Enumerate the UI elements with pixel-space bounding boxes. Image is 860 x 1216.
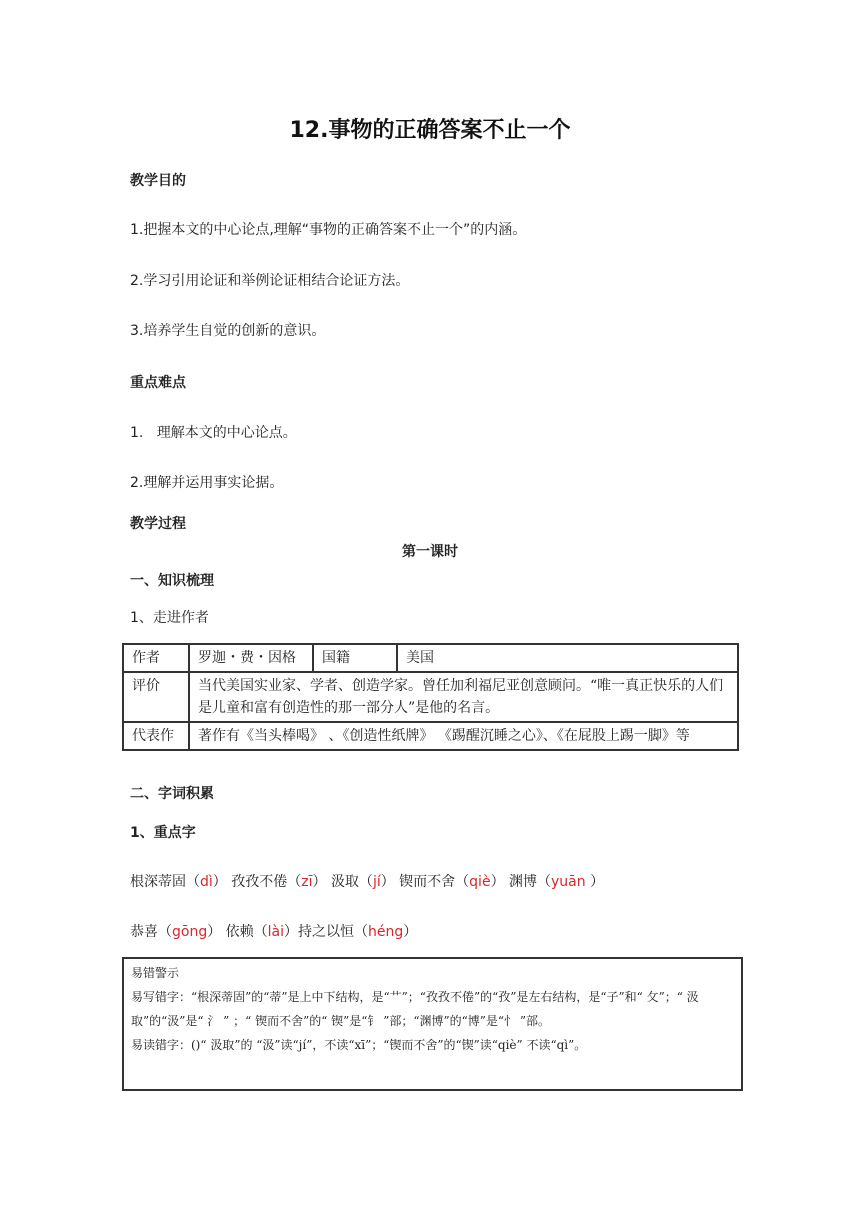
vocab-line bbox=[130, 871, 604, 891]
vocab-pinyin: jí bbox=[372, 874, 381, 890]
table-row bbox=[123, 644, 738, 672]
vocab-word: 依赖（ bbox=[225, 924, 268, 940]
warning-title: 易错警示 bbox=[131, 966, 180, 980]
vocab-word: 渊博（ bbox=[509, 874, 552, 890]
objective-item: 3.培养学生自觉的创新的意识。 bbox=[130, 323, 326, 339]
vocab-pinyin: héng bbox=[368, 924, 404, 940]
vocab-close: ） bbox=[284, 924, 299, 940]
works-label-cell: 代表作 bbox=[123, 722, 189, 750]
evaluation-cell: 当代美国实业家、学者、创造学家。曾任加利福尼亚创意顾问。“唯一真正快乐的人们是儿童和富有创造性的那一部分人”是他的名言。 bbox=[189, 672, 738, 722]
vocab-close: ） bbox=[207, 924, 222, 940]
vocab-close: ） bbox=[490, 874, 505, 890]
works-cell: 著作有《当头棒喝》 、《创造性纸牌》 《踢醒沉睡之心》、《在屁股上踢一脚》等 bbox=[189, 722, 738, 750]
vocab-close: ） bbox=[212, 874, 227, 890]
read-errors-text: 易读错字：()“ 汲取”的 “汲”读“jí”，不读“xī”；“锲而不舍”的“锲”读“qiè” 不读“qì”。 bbox=[131, 1038, 587, 1052]
nationality-label-cell: 国籍 bbox=[313, 644, 397, 672]
process-heading: 教学过程 bbox=[130, 516, 186, 532]
author-label-cell: 作者 bbox=[123, 644, 189, 672]
objectives-heading: 教学目的 bbox=[130, 173, 186, 189]
table-row bbox=[123, 722, 738, 750]
vocab-word: 汲取（ bbox=[330, 874, 373, 890]
part1-subheading: 1、走进作者 bbox=[130, 610, 209, 626]
table-row bbox=[123, 672, 738, 722]
author-name-cell: 罗迦・费・因格 bbox=[189, 644, 313, 672]
warning-box bbox=[122, 957, 743, 1091]
objective-item: 2.学习引用论证和举例论证相结合论证方法。 bbox=[130, 273, 410, 289]
vocab-close: ） bbox=[380, 874, 395, 890]
vocab-pinyin: gōng bbox=[172, 924, 208, 940]
vocab-word: 孜孜不倦（ bbox=[231, 874, 302, 890]
vocab-word: 恭喜（ bbox=[130, 924, 172, 940]
vocab-word: 持之以恒（ bbox=[298, 924, 369, 940]
lesson-label: 第一课时 bbox=[402, 544, 458, 560]
vocab-pinyin: dì bbox=[200, 874, 213, 890]
vocab-pinyin: zī bbox=[301, 874, 313, 890]
write-errors-text: 易写错字：“根深蒂固”的“蒂”是上中下结构，是“艹”；“孜孜不倦”的“孜”是左右结构，是“子”和“ 攵”；“ 汲取”的“汲”是“ 氵 ” ；“ 锲而不舍”的“ 锲”是“钅 ”部；“渊博”的“博”是“忄 ”部。 bbox=[131, 990, 699, 1028]
part2-heading: 二、字词积累 bbox=[130, 786, 214, 802]
vocab-pinyin: qiè bbox=[469, 874, 491, 890]
vocab-close: ） bbox=[585, 874, 605, 890]
vocab-word: 锲而不舍（ bbox=[399, 874, 470, 890]
vocab-pinyin: lài bbox=[267, 924, 285, 940]
part2-subheading: 1、重点字 bbox=[130, 825, 196, 841]
page-title: 12.事物的正确答案不止一个 bbox=[289, 118, 571, 143]
key-point-item: 1. 理解本文的中心论点。 bbox=[130, 425, 297, 441]
vocab-line bbox=[130, 921, 417, 941]
vocab-word: 根深蒂固（ bbox=[130, 874, 200, 890]
key-points-heading: 重点难点 bbox=[130, 375, 186, 391]
vocab-close: ） bbox=[312, 874, 327, 890]
vocab-pinyin: yuān bbox=[551, 874, 586, 890]
part1-heading: 一、知识梳理 bbox=[130, 573, 214, 589]
nationality-cell: 美国 bbox=[397, 644, 738, 672]
author-table bbox=[122, 643, 739, 751]
vocab-close: ） bbox=[403, 924, 418, 940]
evaluation-label-cell: 评价 bbox=[123, 672, 189, 722]
objective-item: 1.把握本文的中心论点,理解“事物的正确答案不止一个”的内涵。 bbox=[130, 222, 527, 238]
key-point-item: 2.理解并运用事实论据。 bbox=[130, 475, 284, 491]
